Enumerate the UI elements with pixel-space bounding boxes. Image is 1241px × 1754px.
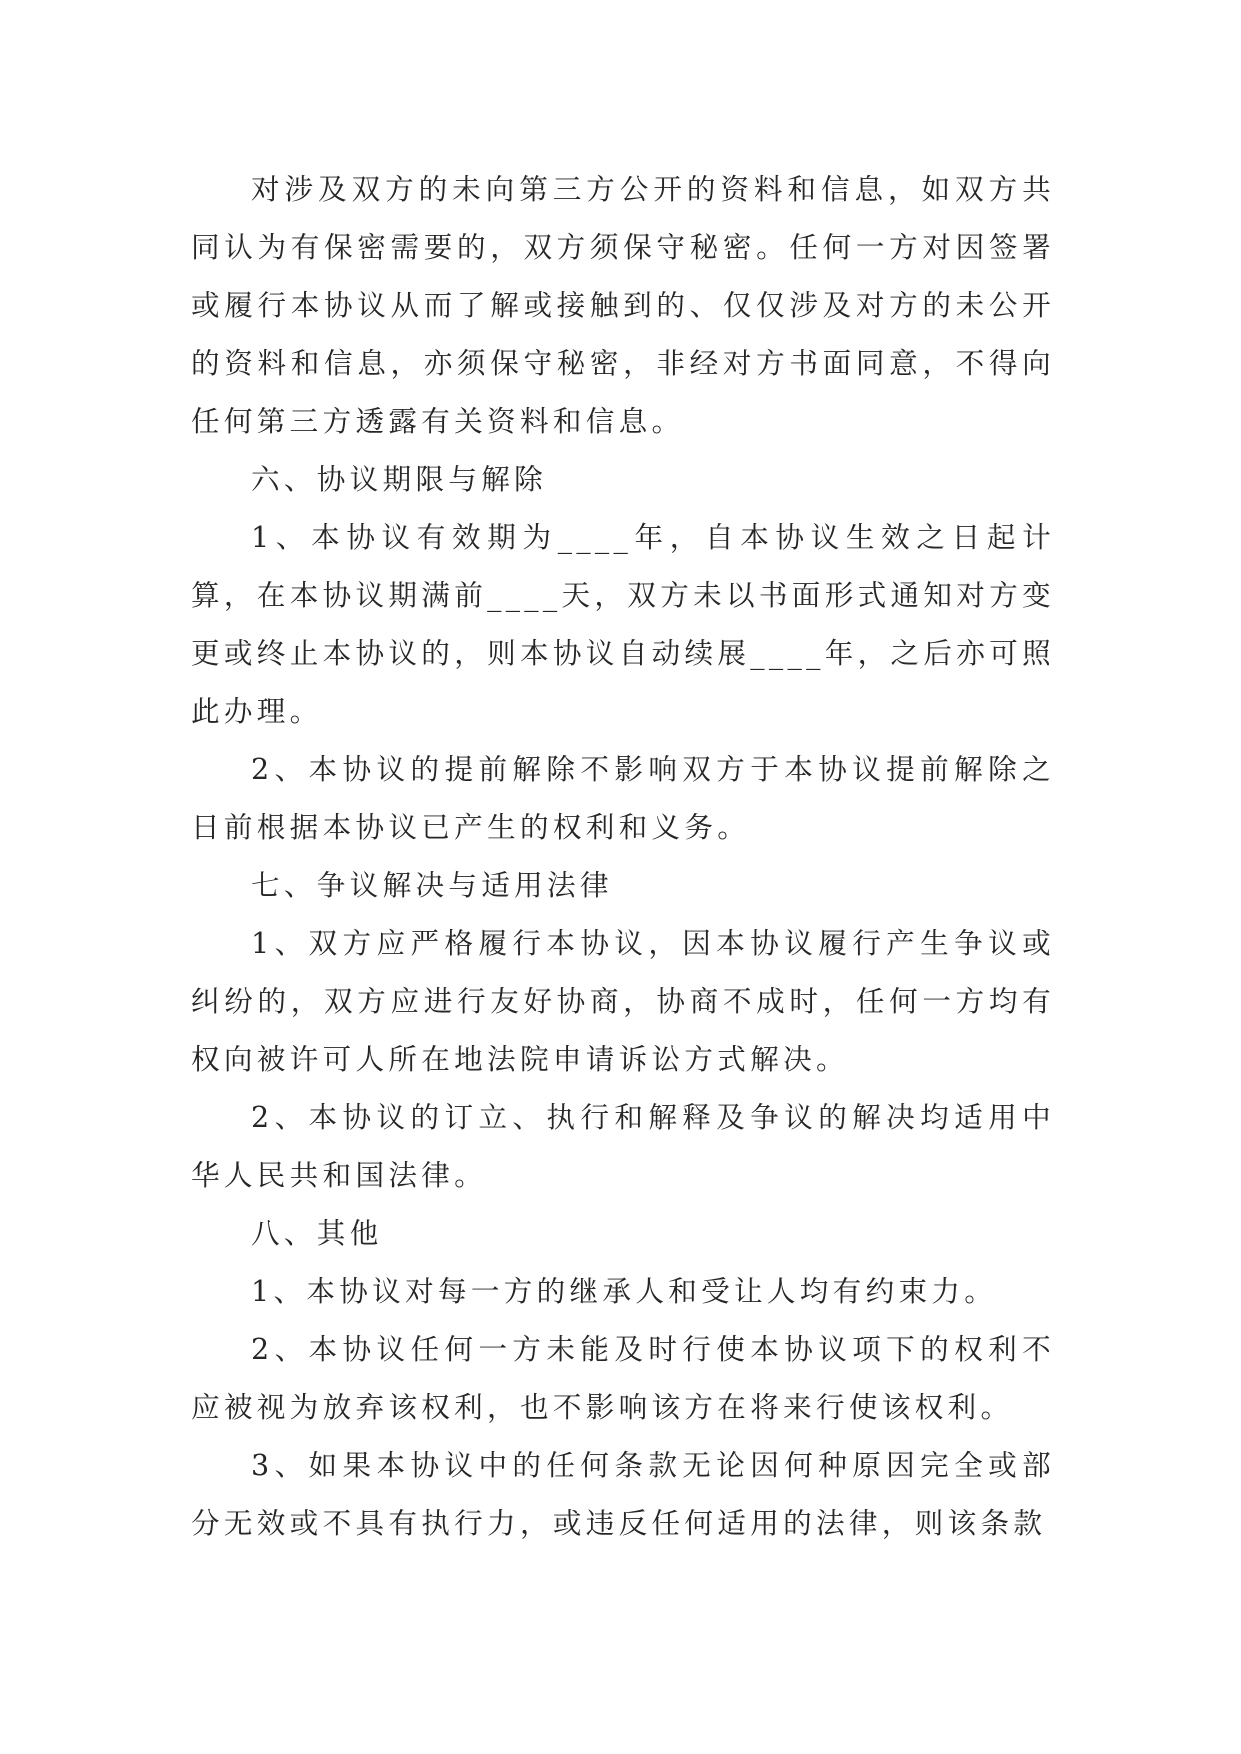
paragraph-other-2: 2、本协议任何一方未能及时行使本协议项下的权利不应被视为放弃该权利，也不影响该方在将来行使该权利。 <box>191 1332 1055 1424</box>
paragraph-other-1: 1、本协议对每一方的继承人和受让人均有约束力。 <box>251 1274 998 1308</box>
paragraph-other-3: 3、如果本协议中的任何条款无论因何种原因完全或部分无效或不具有执行力，或违反任何适用的法律，则该条款 <box>191 1448 1055 1540</box>
paragraph-confidentiality: 对涉及双方的未向第三方公开的资料和信息，如双方共同认为有保密需要的，双方须保守秘密。任何一方对因签署或履行本协议从而了解或接触到的、仅仅涉及对方的未公开的资料和信息，亦须保守秘密，非经对方书面同意，不得向任何第三方透露有关资料和信息。 <box>191 172 1055 438</box>
section-heading-term-termination: 六、协议期限与解除 <box>251 462 548 496</box>
paragraph-dispute-2: 2、本协议的订立、执行和解释及争议的解决均适用中华人民共和国法律。 <box>191 1100 1055 1192</box>
paragraph-term-1: 1、本协议有效期为____年，自本协议生效之日起计算，在本协议期满前____天，双方未以书面形式通知对方变更或终止本协议的，则本协议自动续展____年，之后亦可照此办理。 <box>191 520 1055 728</box>
section-heading-dispute-law: 七、争议解决与适用法律 <box>251 868 613 902</box>
paragraph-dispute-1: 1、双方应严格履行本协议，因本协议履行产生争议或纠纷的，双方应进行友好协商，协商不成时，任何一方均有权向被许可人所在地法院申请诉讼方式解决。 <box>191 926 1055 1076</box>
section-heading-other: 八、其他 <box>251 1216 383 1250</box>
paragraph-term-2: 2、本协议的提前解除不影响双方于本协议提前解除之日前根据本协议已产生的权利和义务。 <box>191 752 1055 844</box>
document-body <box>191 160 1055 1552</box>
